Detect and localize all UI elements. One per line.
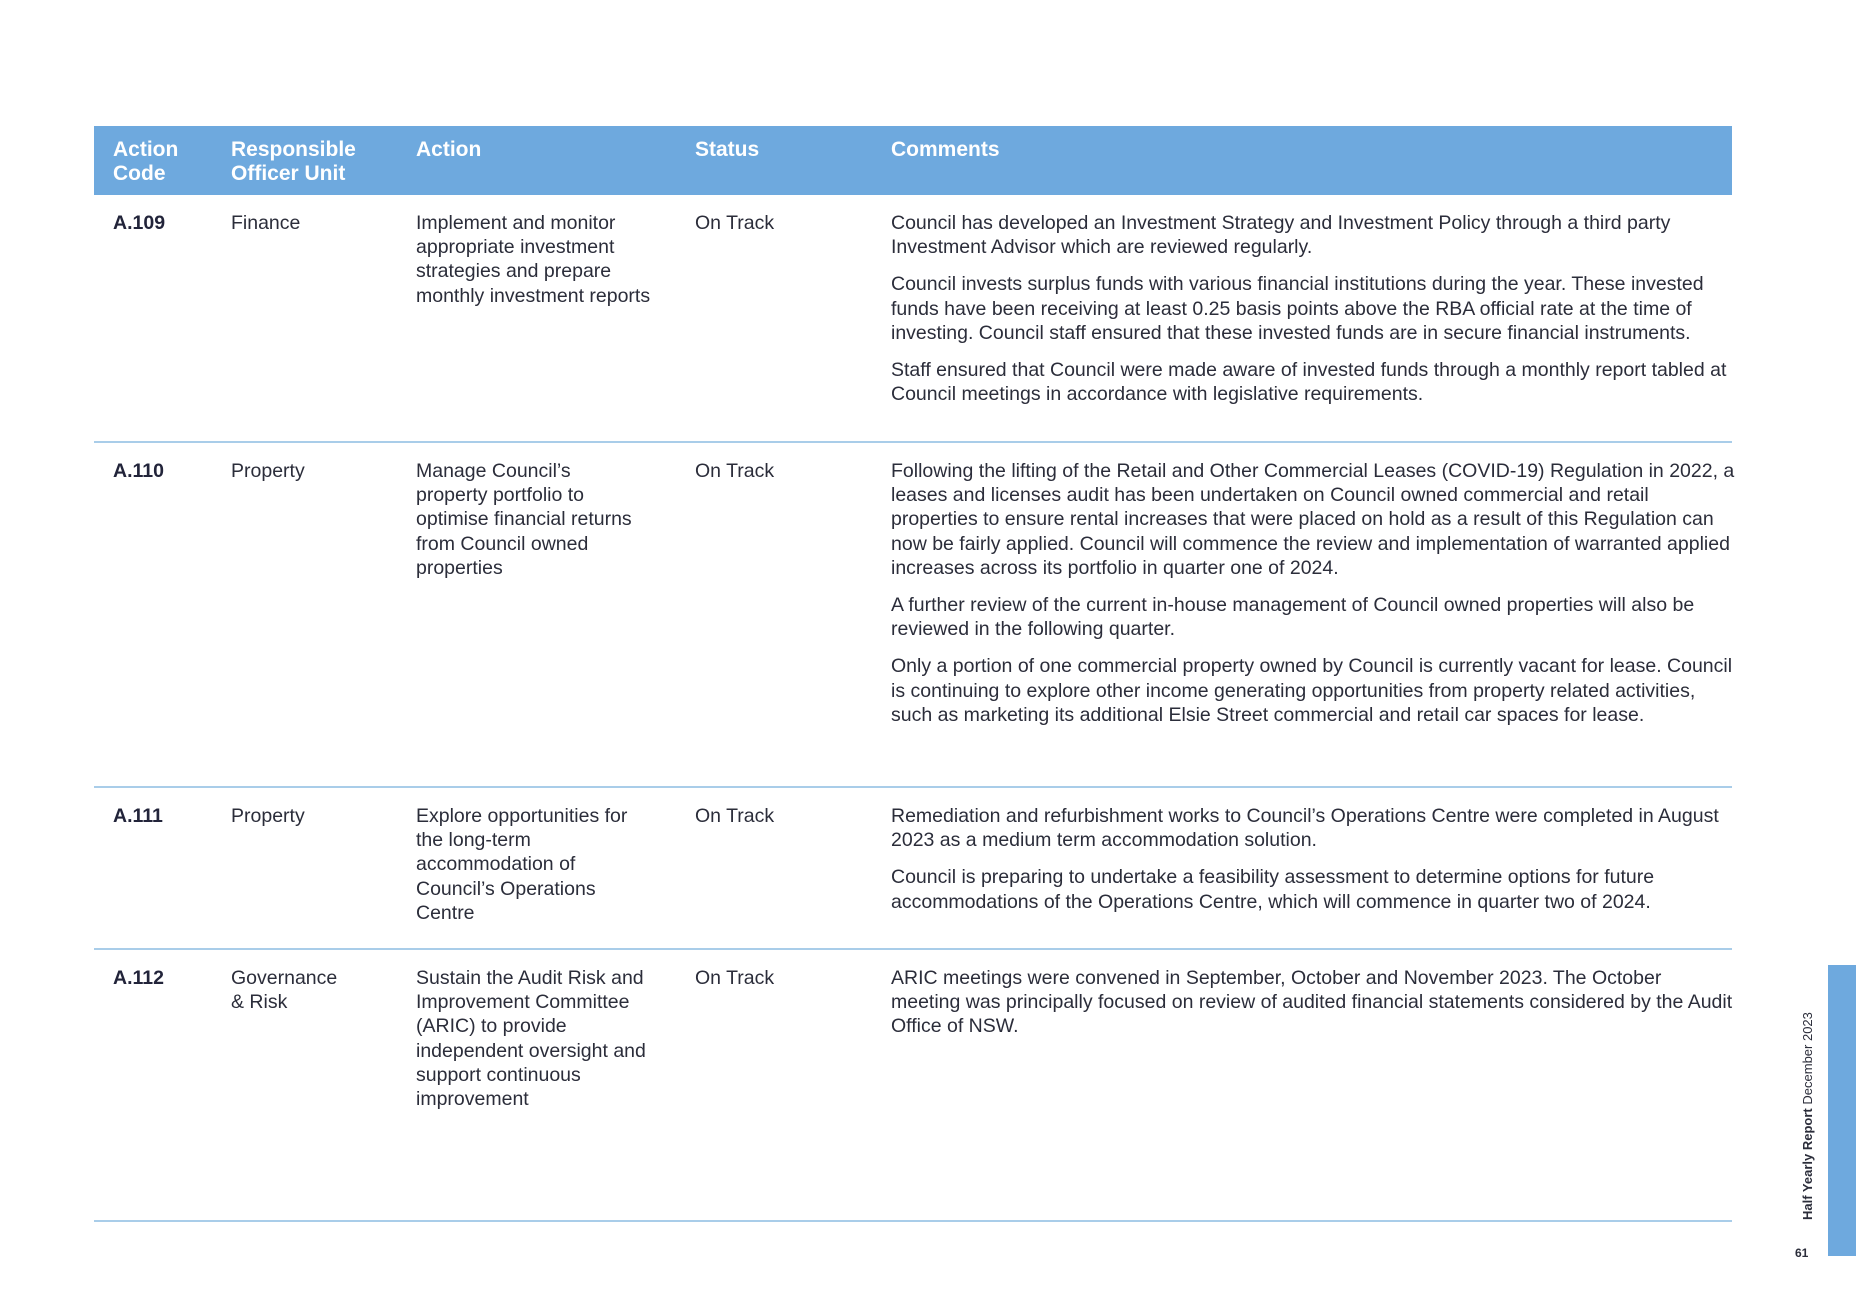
responsible-unit: Governance & Risk bbox=[231, 967, 338, 1014]
responsible-unit: Property bbox=[231, 460, 305, 482]
page-number: 61 bbox=[1795, 1246, 1809, 1260]
action-text: Implement and monitor appropriate investment strategies and prepare monthly investment reports bbox=[416, 212, 651, 307]
status-text: On Track bbox=[695, 805, 775, 827]
comments-cell bbox=[891, 966, 1736, 1052]
comment-paragraph: Following the lifting of the Retail and Other Commercial Leases (COVID-19) Regulation in 2022, a leases and licenses audit has been undertaken on Council owned commercial and retail properties to ensure rental increases that were placed on hold as a result of this Regulation can now be fairly applied. Council will commence the review and implementation of warranted applied increases across its portfolio in quarter one of 2024. bbox=[891, 460, 1735, 579]
status-text: On Track bbox=[695, 212, 775, 234]
header-responsible-unit: Responsible Officer Unit bbox=[231, 138, 356, 185]
report-title: Half Yearly Report bbox=[1800, 1108, 1815, 1220]
action-text: Explore opportunities for the long-term accommodation of Council’s Operations Centre bbox=[416, 805, 628, 924]
table-row bbox=[94, 788, 1732, 950]
header-action: Action bbox=[416, 138, 482, 161]
status-text: On Track bbox=[695, 967, 775, 989]
comment-paragraph: ARIC meetings were convened in September, October and November 2023. The October meeting was principally focused on review of audited financial statements considered by the Audit Office of NSW. bbox=[891, 967, 1733, 1038]
comment-paragraph: Council invests surplus funds with various financial institutions during the year. These invested funds have been receiving at least 0.25 basis points above the RBA official rate at the time of investing. Council staff ensured that these invested funds are in secure financial instruments. bbox=[891, 273, 1704, 344]
report-footer-label bbox=[1800, 1012, 1815, 1220]
comments-cell bbox=[891, 211, 1736, 419]
responsible-unit: Property bbox=[231, 805, 305, 827]
comment-paragraph: Council is preparing to undertake a feasibility assessment to determine options for future accommodations of the Operations Centre, which will commence in quarter two of 2024. bbox=[891, 866, 1655, 913]
action-code: A.111 bbox=[113, 805, 163, 827]
action-code: A.110 bbox=[113, 460, 164, 482]
action-code: A.112 bbox=[113, 967, 164, 989]
comments-cell bbox=[891, 804, 1736, 927]
page-side-tab bbox=[1828, 965, 1856, 1256]
comment-paragraph: Only a portion of one commercial property owned by Council is currently vacant for lease. Council is continuing to explore other income generating opportunities from property related activities, such as marketing its additional Elsie Street commercial and retail car spaces for lease. bbox=[891, 655, 1733, 726]
comment-paragraph: A further review of the current in-house management of Council owned properties will also be reviewed in the following quarter. bbox=[891, 594, 1695, 641]
actions-table bbox=[94, 126, 1735, 1222]
table-row bbox=[94, 195, 1732, 443]
table-row bbox=[94, 950, 1732, 1222]
header-comments: Comments bbox=[891, 138, 1000, 161]
comment-paragraph: Council has developed an Investment Strategy and Investment Policy through a third party Investment Advisor which are reviewed regularly. bbox=[891, 212, 1671, 259]
comment-paragraph: Remediation and refurbishment works to Council’s Operations Centre were completed in August 2023 as a medium term accommodation solution. bbox=[891, 805, 1719, 852]
table-header bbox=[94, 126, 1732, 195]
report-date: December 2023 bbox=[1800, 1012, 1815, 1105]
responsible-unit: Finance bbox=[231, 212, 301, 234]
action-code: A.109 bbox=[113, 212, 166, 234]
header-action-code: Action Code bbox=[113, 138, 179, 185]
action-text: Sustain the Audit Risk and Improvement Committee (ARIC) to provide independent oversight and support continuous improvement bbox=[416, 967, 646, 1111]
header-status: Status bbox=[695, 138, 760, 161]
action-text: Manage Council’s property portfolio to optimise financial returns from Council owned properties bbox=[416, 460, 632, 579]
comment-paragraph: Staff ensured that Council were made aware of invested funds through a monthly report tabled at Council meetings in accordance with legislative requirements. bbox=[891, 359, 1727, 406]
table-row bbox=[94, 443, 1735, 788]
comments-cell bbox=[891, 459, 1736, 740]
status-text: On Track bbox=[695, 460, 775, 482]
